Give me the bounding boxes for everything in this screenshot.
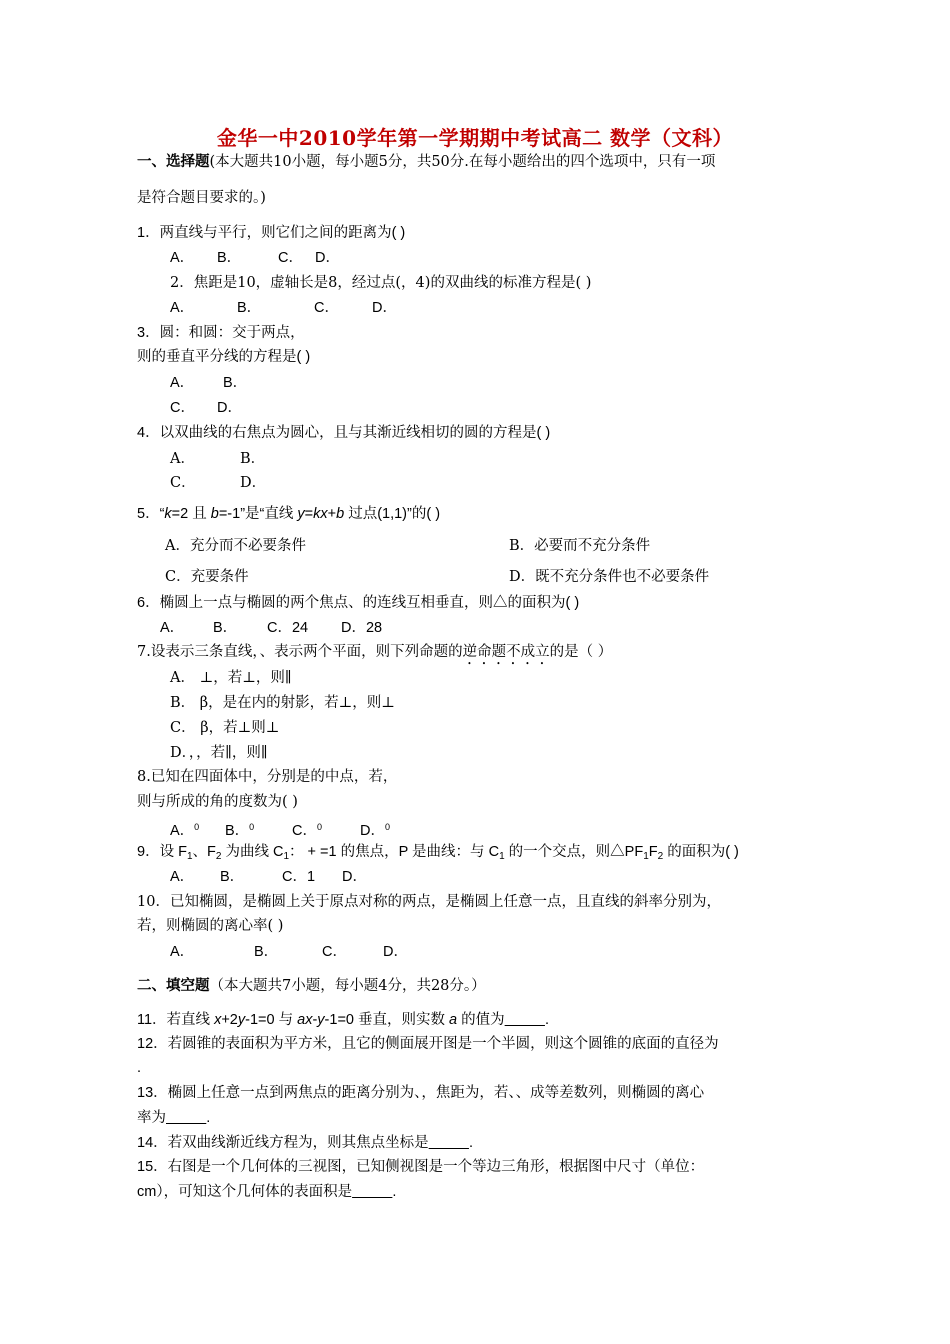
q4-stem: 4．以双曲线的右焦点为圆心，且与其渐近线相切的圆的方程是( ) [137, 425, 551, 441]
q9-option-a: A． [170, 869, 195, 885]
q13-stem-cont: 率为 . [137, 1110, 211, 1126]
q7-option-c: C． β，若⊥则⊥ [170, 720, 280, 736]
q13-stem: 13．椭圆上任意一点到两焦点的距离分别为、，焦距为，若、、成等差数列，则椭圆的离心 [137, 1085, 705, 1101]
exam-title: 金华一中2010学年第一学期期中考试高二 数学（文科） [216, 126, 734, 150]
q9-stem: 9．设 $F_1$、$F_2$ 为曲线 $C_1$： + =1 的焦点，P 是曲线：与 $C_1$ 的一个交点，则$\triangle PF_1F_2$ 的面积为( ) [137, 844, 739, 862]
q5-stem: 5．“k=2 且 b=-1”是“直线 y=kx+b 过点(1,1)”的( ) [137, 506, 441, 522]
q12-stem: 12．若圆锥的表面积为平方米，且它的侧面展开图是一个半圆，则这个圆锥的底面的直径为 [137, 1036, 719, 1052]
answer-blank[interactable] [429, 1133, 469, 1153]
q9-option-d: D． [342, 869, 367, 885]
q1-option-a: A． [170, 250, 195, 266]
q3-option-c: C． [170, 400, 195, 416]
q14-stem: 14．若双曲线渐近线方程为，则其焦点坐标是 . [137, 1135, 473, 1151]
q5-option-d: D．既不充分条件也不必要条件 [509, 569, 710, 585]
q4-options-ab [170, 449, 265, 469]
q1-option-b: B． [217, 250, 242, 266]
q5-option-c: C．充要条件 [165, 569, 249, 585]
degree-mark: 0 [249, 822, 255, 832]
q8-stem: 8.已知在四面体中，分别是的中点，若， [137, 769, 398, 785]
q4-option-d: D． [240, 475, 267, 491]
degree-mark: 0 [194, 822, 200, 832]
q2-option-a: A． [170, 300, 195, 316]
q2-option-c: C． [314, 300, 339, 316]
q10-options [170, 942, 408, 962]
q7-option-a: A． ⊥，若⊥，则∥ [170, 670, 292, 686]
answer-blank[interactable] [352, 1182, 392, 1202]
q6-option-a: A． [160, 620, 185, 636]
section2-intro: 二、填空题（本大题共7小题，每小题4分，共28分。） [137, 977, 486, 994]
q8-option-d: D．$^0$ [360, 822, 390, 839]
q10-option-b: B． [254, 944, 279, 960]
q9-option-b: B． [220, 869, 245, 885]
q8-options [170, 817, 390, 841]
q9-options [170, 867, 367, 887]
q3-stem-cont: 则的垂直平分线的方程是( ) [137, 349, 311, 365]
q8-option-c: C．$^0$ [292, 822, 322, 839]
q7-option-d: D．，，若∥，则∥ [170, 745, 268, 761]
q12-stem-end: . [137, 1060, 142, 1076]
q3-stem: 3．圆：和圆：交于两点， [137, 325, 305, 341]
section1-intro: 一、选择题(本大题共10小题，每小题5分，共50分.在每小题给出的四个选项中，只有一项 [137, 153, 716, 170]
q10-stem-cont: 若，则椭圆的离心率( ) [137, 918, 284, 934]
answer-blank[interactable] [505, 1010, 545, 1030]
q15-stem-cont: cm），可知这个几何体的表面积是 . [137, 1184, 397, 1200]
emphasis-text: 逆命题不成立 [462, 644, 550, 660]
q3-options-ab [170, 373, 247, 393]
q11-stem: 11．若直线 x+2y-1=0 与 ax-y-1=0 垂直，则实数 a 的值为 . [137, 1012, 549, 1028]
degree-mark: 0 [316, 822, 322, 832]
q2-stem: 2．焦距是10，虚轴长是8，经过点(，4)的双曲线的标准方程是( ) [170, 275, 592, 291]
section2-heading: 二、填空题 [137, 977, 210, 994]
q10-option-a: A． [170, 944, 195, 960]
q6-option-c: C．24 [267, 620, 309, 636]
q8-option-a: A．$^0$ [170, 822, 200, 839]
q4-option-a: A． [170, 451, 195, 467]
q8-option-b: B．$^0$ [225, 822, 255, 839]
q3-option-a: A． [170, 375, 195, 391]
q2-option-b: B． [237, 300, 262, 316]
q6-stem: 6．椭圆上一点与椭圆的两个焦点、的连线互相垂直，则△的面积为( ) [137, 595, 580, 611]
q1-options [170, 248, 340, 268]
q2-option-d: D． [372, 300, 397, 316]
answer-blank[interactable] [166, 1108, 206, 1128]
q6-option-d: D．28 [341, 620, 383, 636]
q3-options-cd [170, 398, 242, 418]
q5-option-b: B．必要而不充分条件 [509, 538, 651, 554]
section1-intro-cont: 是符合题目要求的。) [137, 190, 266, 206]
q1-stem: 1．两直线与平行，则它们之间的距离为( ) [137, 225, 406, 241]
q10-option-c: C． [322, 944, 347, 960]
q10-stem: 10．已知椭圆，是椭圆上关于原点对称的两点，是椭圆上任意一点，且直线的斜率分别为， [137, 894, 721, 910]
q9-option-c: C．1 [282, 869, 316, 885]
section1-heading: 一、选择题 [137, 153, 210, 170]
q6-option-b: B． [213, 620, 238, 636]
q7-stem: 7.设表示三条直线，、表示两个平面，则下列命题的逆命题不成立的是（ ） [137, 644, 613, 660]
q3-option-b: B． [223, 375, 248, 391]
q4-option-b: B． [240, 451, 266, 467]
q4-options-cd [170, 473, 266, 493]
q15-stem: 15．右图是一个几何体的三视图，已知侧视图是一个等边三角形，根据图中尺寸（单位： [137, 1159, 705, 1175]
q6-options [160, 618, 382, 638]
q8-stem-cont: 则与所成的角的度数为( ) [137, 794, 298, 810]
q10-option-d: D． [383, 944, 408, 960]
q3-option-d: D． [217, 400, 242, 416]
degree-mark: 0 [384, 822, 390, 832]
q4-option-c: C． [170, 475, 196, 491]
q5-option-a: A．充分而不必要条件 [165, 538, 306, 554]
q7-option-b: B． β，是在内的射影，若⊥，则⊥ [170, 695, 395, 711]
q1-option-d: D． [315, 250, 340, 266]
q2-options [170, 298, 397, 318]
q1-option-c: C． [278, 250, 303, 266]
